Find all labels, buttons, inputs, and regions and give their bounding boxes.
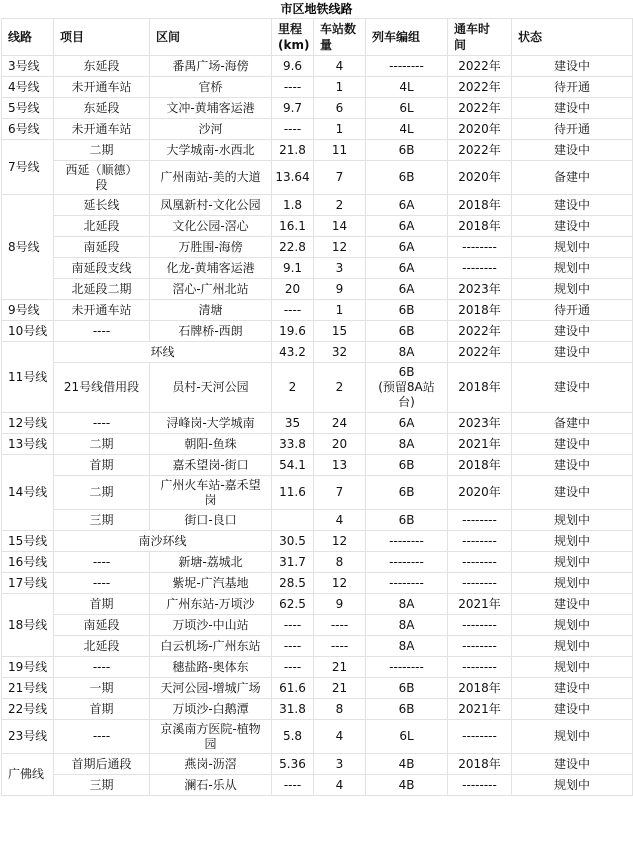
table-row [2,510,633,531]
cell-stations: 8 [314,552,366,573]
cell-year: 2021年 [448,594,512,615]
header-section: 区间 [150,19,272,56]
cell-stations: 21 [314,657,366,678]
cell-train: 6B [366,476,448,510]
cell-status: 建设中 [512,678,633,699]
table-row [2,321,633,342]
table-row [2,434,633,455]
cell-line: 9号线 [2,300,54,321]
cell-status: 规划中 [512,279,633,300]
cell-stations: 9 [314,594,366,615]
cell-status: 规划中 [512,657,633,678]
cell-project: ---- [54,413,150,434]
table-row [2,455,633,476]
cell-line: 12号线 [2,413,54,434]
cell-section: 白云机场-广州东站 [150,636,272,657]
cell-line: 22号线 [2,699,54,720]
cell-stations: 2 [314,195,366,216]
cell-line: 13号线 [2,434,54,455]
cell-km: 31.7 [272,552,314,573]
cell-line: 16号线 [2,552,54,573]
table-row [2,279,633,300]
cell-status: 建设中 [512,476,633,510]
cell-year: 2022年 [448,321,512,342]
cell-km: 13.64 [272,161,314,195]
cell-year: 2023年 [448,413,512,434]
cell-train: 8A [366,342,448,363]
cell-status: 规划中 [512,720,633,754]
cell-line: 6号线 [2,119,54,140]
cell-status: 规划中 [512,510,633,531]
cell-line: 7号线 [2,140,54,195]
header-row [2,19,633,56]
cell-line: 18号线 [2,594,54,657]
cell-line: 10号线 [2,321,54,342]
cell-project: 南延段 [54,237,150,258]
cell-line: 8号线 [2,195,54,300]
cell-section: 朝阳-鱼珠 [150,434,272,455]
table-row [2,98,633,119]
cell-year: 2018年 [448,754,512,775]
cell-stations: 12 [314,531,366,552]
cell-project: 北延段 [54,216,150,237]
cell-km [272,510,314,531]
header-train: 列车编组 [366,19,448,56]
table-row [2,342,633,363]
cell-section: 天河公园-增城广场 [150,678,272,699]
cell-project: 未开通车站 [54,77,150,98]
cell-train: 6B [366,321,448,342]
cell-project: 未开通车站 [54,300,150,321]
cell-project: 环线 [54,342,272,363]
cell-section: 化龙-黄埔客运港 [150,258,272,279]
table-row [2,161,633,195]
table-row [2,531,633,552]
cell-stations: ---- [314,615,366,636]
cell-year: 2018年 [448,300,512,321]
cell-year: -------- [448,775,512,796]
cell-year: 2022年 [448,77,512,98]
cell-line: 14号线 [2,455,54,531]
cell-stations: 3 [314,258,366,279]
table-row [2,363,633,413]
cell-section: 沙河 [150,119,272,140]
cell-year: -------- [448,552,512,573]
cell-line: 3号线 [2,56,54,77]
cell-status: 建设中 [512,754,633,775]
cell-line: 5号线 [2,98,54,119]
cell-section: 文冲-黄埔客运港 [150,98,272,119]
table-row [2,56,633,77]
table-row [2,300,633,321]
cell-train: 6B [366,455,448,476]
cell-train: 6B [366,161,448,195]
cell-project: 西延（顺德） 段 [54,161,150,195]
cell-year: -------- [448,657,512,678]
cell-year: 2022年 [448,98,512,119]
cell-section: 员村-天河公园 [150,363,272,413]
cell-km: 2 [272,363,314,413]
cell-year: -------- [448,720,512,754]
cell-project: 首期后通段 [54,754,150,775]
table-row [2,594,633,615]
cell-line: 17号线 [2,573,54,594]
cell-status: 备建中 [512,161,633,195]
cell-km: 5.8 [272,720,314,754]
cell-year: -------- [448,636,512,657]
cell-km: 54.1 [272,455,314,476]
cell-status: 建设中 [512,56,633,77]
cell-train: 6B [366,699,448,720]
cell-train: 6L [366,98,448,119]
cell-project: 首期 [54,594,150,615]
cell-km: 5.36 [272,754,314,775]
cell-project: 二期 [54,434,150,455]
table-row [2,119,633,140]
cell-stations: 4 [314,510,366,531]
cell-section: 浔峰岗-大学城南 [150,413,272,434]
cell-train: 6A [366,195,448,216]
cell-year: -------- [448,510,512,531]
table-row [2,754,633,775]
cell-line: 15号线 [2,531,54,552]
cell-train: -------- [366,657,448,678]
cell-status: 建设中 [512,216,633,237]
cell-km: 21.8 [272,140,314,161]
cell-stations: 4 [314,775,366,796]
cell-status: 建设中 [512,140,633,161]
cell-year: 2020年 [448,161,512,195]
cell-km: 43.2 [272,342,314,363]
cell-section: 文化公园-滘心 [150,216,272,237]
cell-year: -------- [448,258,512,279]
cell-km: 28.5 [272,573,314,594]
cell-stations: 11 [314,140,366,161]
cell-project: ---- [54,573,150,594]
cell-year: 2018年 [448,678,512,699]
cell-project: ---- [54,720,150,754]
table-row [2,615,633,636]
cell-train: 8A [366,594,448,615]
cell-stations: 32 [314,342,366,363]
cell-status: 规划中 [512,775,633,796]
cell-km: 31.8 [272,699,314,720]
cell-stations: 1 [314,119,366,140]
cell-section: 广州东站-万顷沙 [150,594,272,615]
cell-section: 澜石-乐从 [150,775,272,796]
cell-train: 6A [366,258,448,279]
cell-section: 燕岗-沥滘 [150,754,272,775]
metro-lines-table [1,18,633,796]
cell-status: 备建中 [512,413,633,434]
cell-year: 2022年 [448,140,512,161]
cell-project: ---- [54,657,150,678]
cell-train: 6B [366,510,448,531]
cell-project: 三期 [54,510,150,531]
table-row [2,140,633,161]
cell-km: 22.8 [272,237,314,258]
cell-line: 11号线 [2,342,54,413]
cell-train: -------- [366,531,448,552]
cell-km: ---- [272,615,314,636]
table-row [2,775,633,796]
cell-project: 南延段 [54,615,150,636]
cell-km: ---- [272,775,314,796]
cell-section: 京溪南方医院-植物 园 [150,720,272,754]
cell-km: 19.6 [272,321,314,342]
cell-year: -------- [448,237,512,258]
cell-km: ---- [272,300,314,321]
cell-year: 2021年 [448,434,512,455]
cell-year: 2020年 [448,476,512,510]
cell-project: 南沙环线 [54,531,272,552]
cell-status: 规划中 [512,237,633,258]
cell-year: -------- [448,615,512,636]
cell-section: 番禺广场-海傍 [150,56,272,77]
cell-status: 建设中 [512,195,633,216]
cell-train: 4L [366,119,448,140]
cell-status: 建设中 [512,455,633,476]
cell-project: 东延段 [54,98,150,119]
cell-year: 2020年 [448,119,512,140]
cell-section: 万胜围-海傍 [150,237,272,258]
cell-train: 6A [366,237,448,258]
table-row [2,636,633,657]
cell-km: ---- [272,77,314,98]
cell-section: 滘心-广州北站 [150,279,272,300]
header-status: 状态 [512,19,633,56]
cell-stations: 24 [314,413,366,434]
cell-status: 规划中 [512,258,633,279]
cell-stations: 14 [314,216,366,237]
cell-section: 凤凰新村-文化公园 [150,195,272,216]
cell-section: 穗盐路-奥体东 [150,657,272,678]
cell-km: 62.5 [272,594,314,615]
cell-section: 官桥 [150,77,272,98]
cell-line: 23号线 [2,720,54,754]
cell-train: 8A [366,434,448,455]
cell-stations: 12 [314,237,366,258]
cell-km: 33.8 [272,434,314,455]
header-km: 里程 (km) [272,19,314,56]
cell-train: 4B [366,754,448,775]
cell-section: 万顷沙-中山站 [150,615,272,636]
cell-year: 2018年 [448,455,512,476]
cell-project: 二期 [54,476,150,510]
header-year: 通车时 间 [448,19,512,56]
cell-km: ---- [272,636,314,657]
cell-train: -------- [366,552,448,573]
cell-km: 30.5 [272,531,314,552]
header-project: 项目 [54,19,150,56]
table-row [2,237,633,258]
table-row [2,476,633,510]
cell-year: 2018年 [448,363,512,413]
cell-year: 2021年 [448,699,512,720]
cell-km: 35 [272,413,314,434]
cell-line: 广佛线 [2,754,54,796]
cell-stations: 6 [314,98,366,119]
table-row [2,573,633,594]
cell-project: 21号线借用段 [54,363,150,413]
cell-section: 石牌桥-西朗 [150,321,272,342]
cell-line: 4号线 [2,77,54,98]
cell-project: 南延段支线 [54,258,150,279]
cell-status: 建设中 [512,363,633,413]
cell-km: 1.8 [272,195,314,216]
cell-project: 一期 [54,678,150,699]
cell-project: 东延段 [54,56,150,77]
cell-stations: 4 [314,56,366,77]
table-row [2,552,633,573]
table-row [2,657,633,678]
cell-year: 2022年 [448,342,512,363]
cell-km: ---- [272,119,314,140]
cell-stations: 21 [314,678,366,699]
cell-status: 规划中 [512,552,633,573]
table-row [2,699,633,720]
cell-stations: 3 [314,754,366,775]
cell-year: -------- [448,573,512,594]
cell-year: 2018年 [448,216,512,237]
cell-project: ---- [54,321,150,342]
cell-stations: 2 [314,363,366,413]
cell-status: 规划中 [512,531,633,552]
cell-stations: 4 [314,720,366,754]
cell-section: 万顷沙-白鹅潭 [150,699,272,720]
cell-project: 二期 [54,140,150,161]
cell-status: 建设中 [512,699,633,720]
cell-km: 9.6 [272,56,314,77]
cell-section: 广州火车站-嘉禾望 岗 [150,476,272,510]
cell-train: -------- [366,56,448,77]
table-title: 市区地铁线路 [280,2,353,16]
cell-status: 建设中 [512,321,633,342]
cell-stations: 20 [314,434,366,455]
cell-train: 6A [366,279,448,300]
cell-status: 待开通 [512,77,633,98]
header-stations: 车站数 量 [314,19,366,56]
cell-km: 20 [272,279,314,300]
cell-year: 2018年 [448,195,512,216]
cell-train: 6A [366,216,448,237]
table-row [2,413,633,434]
table-row [2,678,633,699]
cell-train: 6B (预留8A站 台) [366,363,448,413]
table-row [2,258,633,279]
cell-project: 首期 [54,699,150,720]
cell-status: 规划中 [512,615,633,636]
cell-section: 紫坭-广汽基地 [150,573,272,594]
cell-status: 建设中 [512,594,633,615]
cell-km: 61.6 [272,678,314,699]
cell-status: 建设中 [512,98,633,119]
cell-section: 嘉禾望岗-街口 [150,455,272,476]
cell-stations: 12 [314,573,366,594]
cell-stations: 7 [314,476,366,510]
cell-km: ---- [272,657,314,678]
cell-train: 6B [366,300,448,321]
cell-project: 延长线 [54,195,150,216]
cell-stations: 1 [314,300,366,321]
cell-train: -------- [366,573,448,594]
cell-section: 广州南站-美的大道 [150,161,272,195]
table-row [2,77,633,98]
cell-project: 未开通车站 [54,119,150,140]
cell-train: 6B [366,678,448,699]
cell-status: 规划中 [512,573,633,594]
table-row [2,216,633,237]
cell-project: 首期 [54,455,150,476]
cell-status: 待开通 [512,119,633,140]
cell-train: 4B [366,775,448,796]
table-row [2,195,633,216]
cell-project: 北延段二期 [54,279,150,300]
cell-train: 6B [366,140,448,161]
cell-year: 2022年 [448,56,512,77]
cell-stations: 15 [314,321,366,342]
cell-stations: 9 [314,279,366,300]
cell-year: -------- [448,531,512,552]
cell-status: 待开通 [512,300,633,321]
cell-stations: 8 [314,699,366,720]
cell-line: 21号线 [2,678,54,699]
cell-km: 9.1 [272,258,314,279]
header-line: 线路 [2,19,54,56]
cell-stations: 1 [314,77,366,98]
cell-project: ---- [54,552,150,573]
cell-line: 19号线 [2,657,54,678]
cell-section: 清塘 [150,300,272,321]
cell-stations: ---- [314,636,366,657]
cell-km: 16.1 [272,216,314,237]
cell-project: 三期 [54,775,150,796]
cell-section: 大学城南-水西北 [150,140,272,161]
cell-train: 4L [366,77,448,98]
cell-km: 9.7 [272,98,314,119]
cell-year: 2023年 [448,279,512,300]
cell-train: 8A [366,636,448,657]
cell-stations: 7 [314,161,366,195]
cell-section: 街口-良口 [150,510,272,531]
cell-stations: 13 [314,455,366,476]
cell-project: 北延段 [54,636,150,657]
cell-train: 6A [366,413,448,434]
cell-status: 建设中 [512,434,633,455]
cell-train: 6L [366,720,448,754]
cell-km: 11.6 [272,476,314,510]
cell-status: 建设中 [512,342,633,363]
table-row [2,720,633,754]
cell-train: 8A [366,615,448,636]
cell-section: 新塘-荔城北 [150,552,272,573]
cell-status: 规划中 [512,636,633,657]
